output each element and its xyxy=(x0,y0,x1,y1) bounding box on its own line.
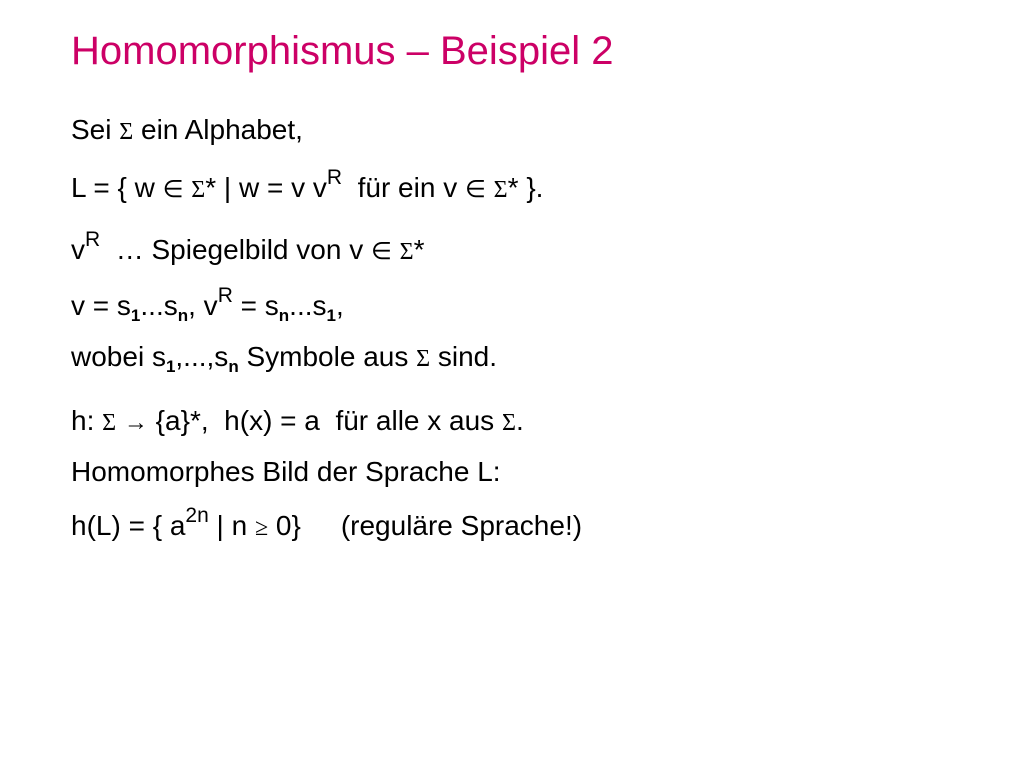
line-image-result: h(L) = { $a^{2n}$ | n ≥ 0} (reguläre Sprache!) xyxy=(71,504,583,541)
line-alphabet: Sei Σ ein Alphabet, xyxy=(71,114,303,145)
line-homomorphism: h: Σ → {a}*, h(x) = a für alle x aus Σ. xyxy=(71,405,524,436)
slide-title: Homomorphismus – Beispiel 2 xyxy=(71,29,614,73)
line-language-definition: L = { w ∈ Σ* | w = v $v^R$ für ein v ∈ Σ* }. xyxy=(71,166,544,203)
line-symbol-sequence: $v = s_1...s_n$, $v^R = s_n...s_1$, xyxy=(71,284,344,325)
line-image-heading: Homomorphes Bild der Sprache L: xyxy=(71,456,501,487)
line-symbols: wobei $s_1,...,s_n$ Symbole aus Σ sind. xyxy=(71,341,498,376)
line-mirror-image: $v^R$ … Spiegelbild von v ∈ Σ* xyxy=(71,228,425,265)
